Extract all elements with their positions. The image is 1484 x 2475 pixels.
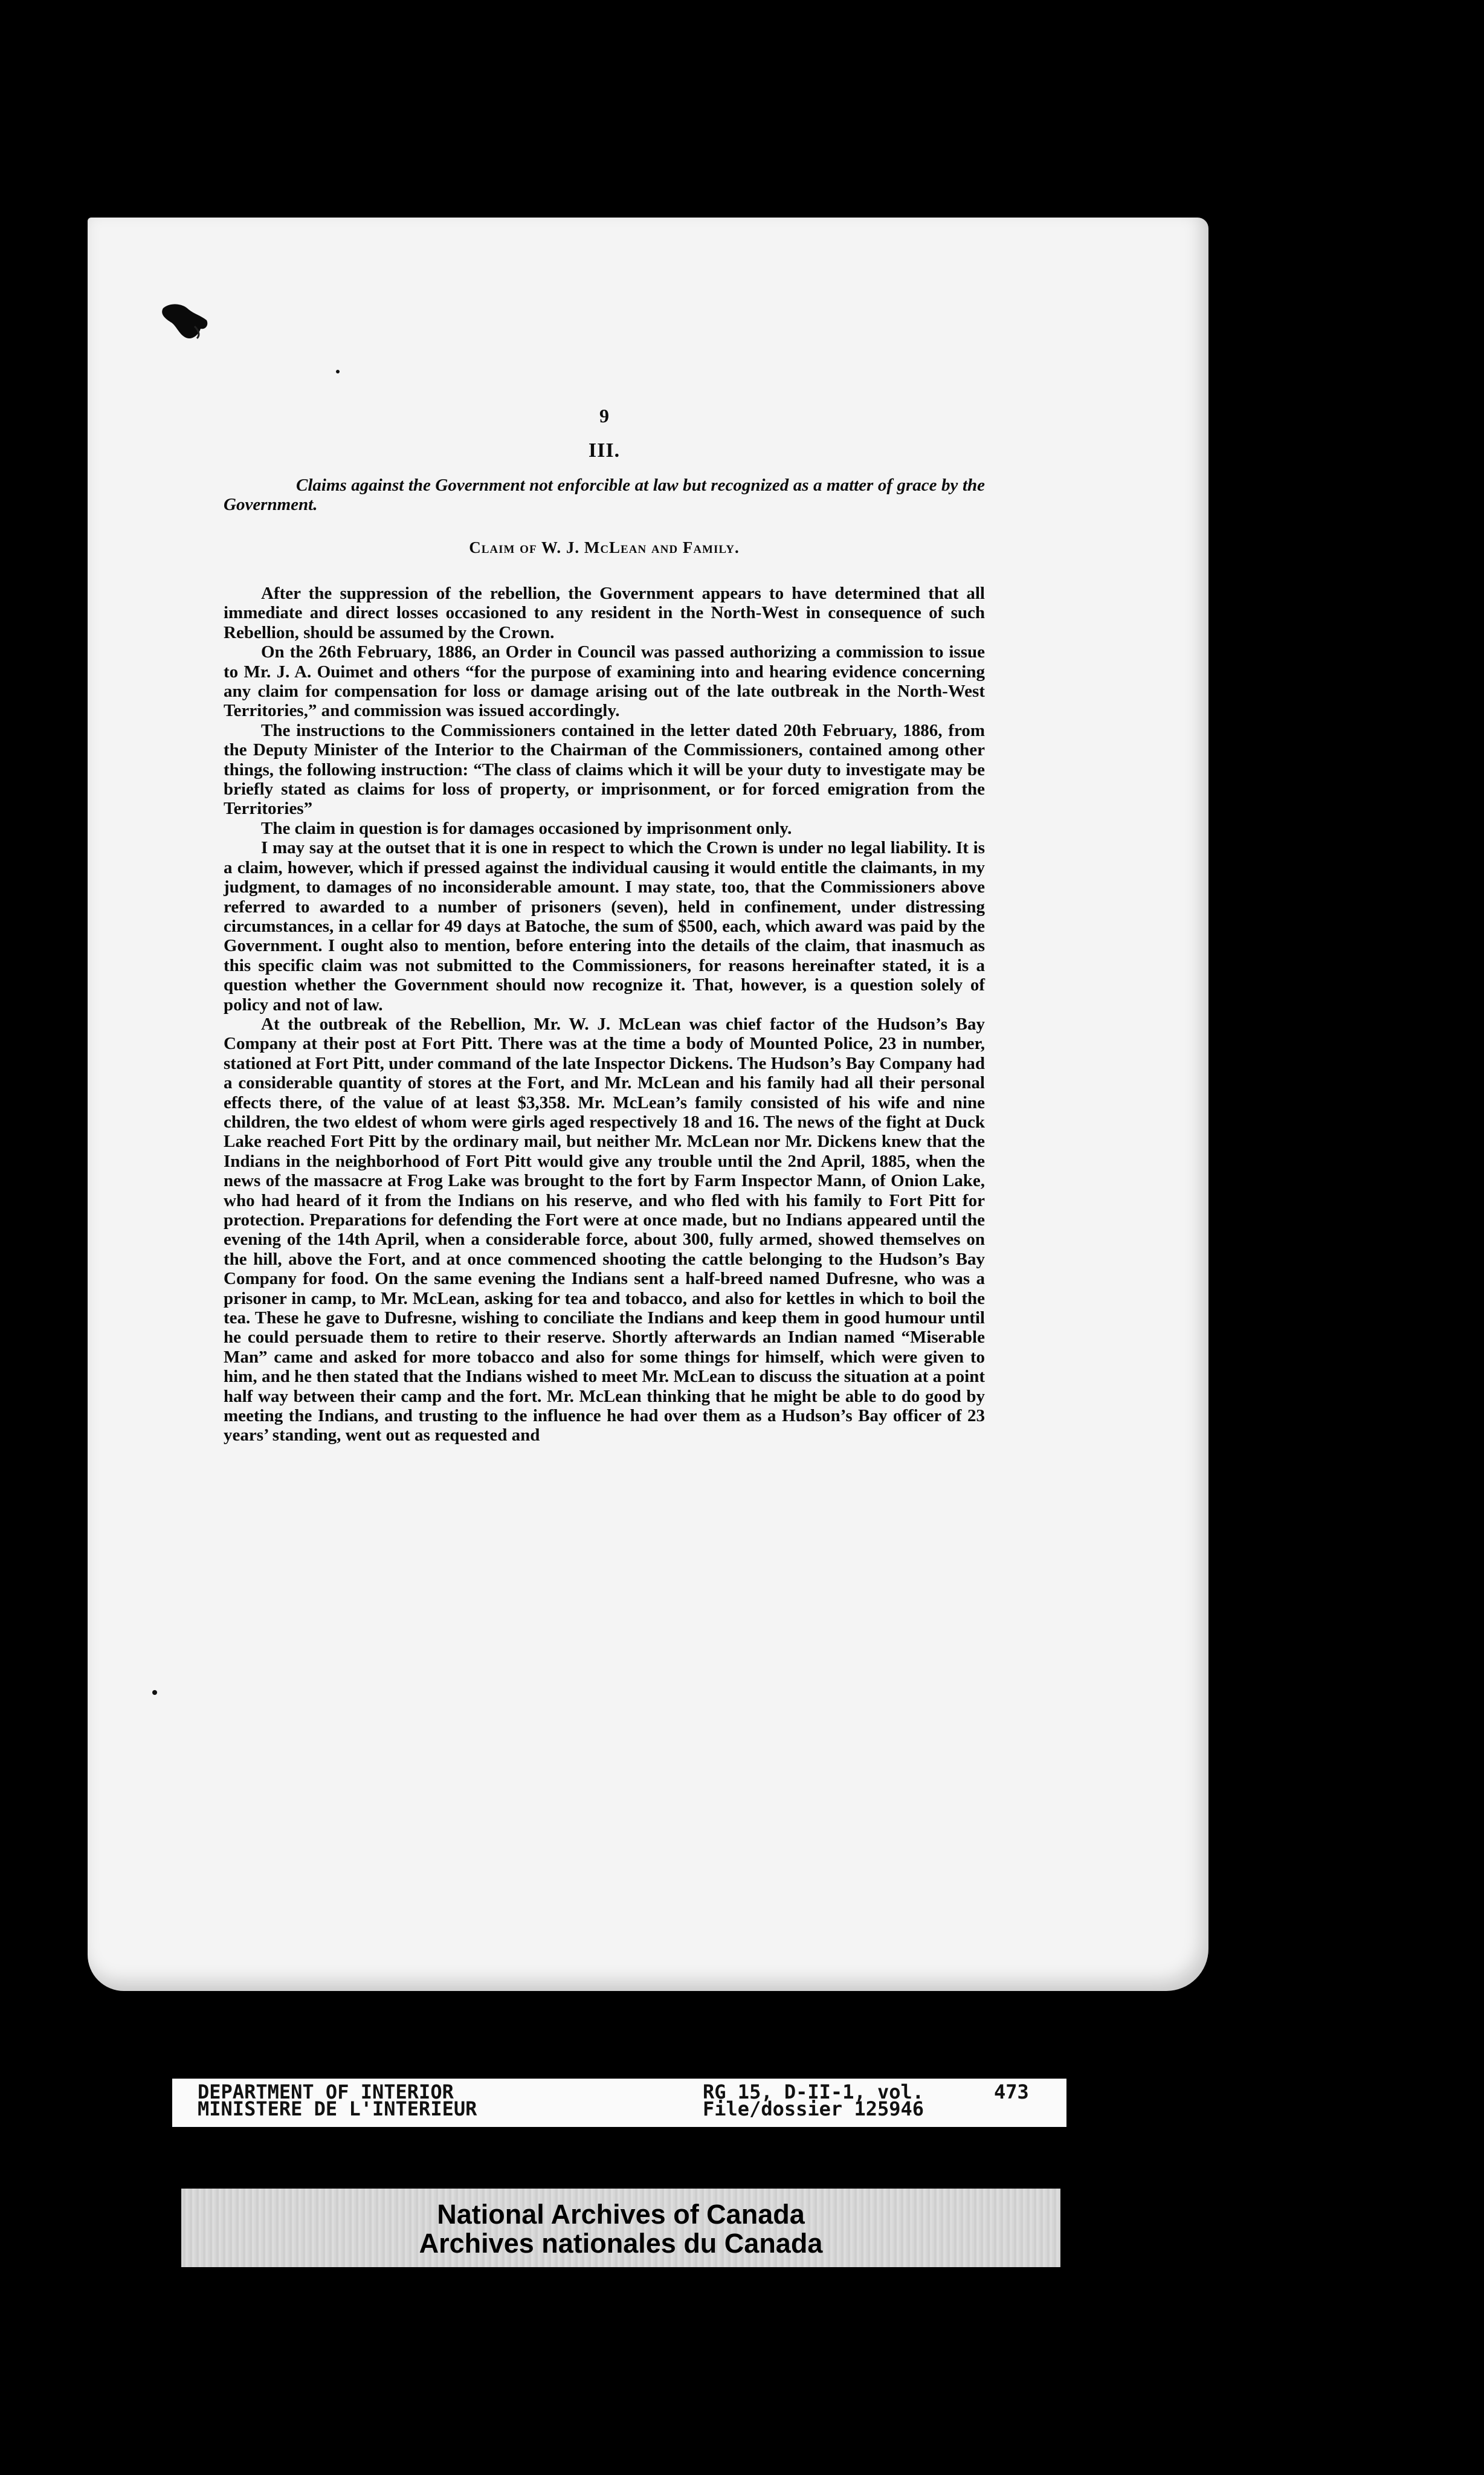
- section-number: III.: [588, 439, 621, 462]
- claim-heading: Claim of W. J. McLean and Family.: [469, 538, 740, 557]
- ink-blot-mark: [158, 302, 210, 344]
- volume-number: 473: [994, 2080, 1029, 2103]
- body-text: [224, 584, 985, 1445]
- archives-name-en: National Archives of Canada: [437, 2199, 805, 2230]
- department-en: DEPARTMENT OF INTERIOR: [198, 2080, 454, 2103]
- archives-stamp: [181, 2189, 1060, 2267]
- intro-line: Claims against the Government not enforcible at law but recognized as a: [296, 476, 822, 495]
- paragraph: At the outbreak of the Rebellion, Mr. W. J. McLean was chief factor of the Hudson’s Bay Company at their post at Fort Pitt. There was at the time a body of Mounted Police, 23 in number, stationed at Fort Pitt, under command of the late Inspector Dickens. The Hudson’s Bay Company had a considerable quantity of stores at the Fort, and Mr. McLean and his family had all their personal effects there, of the value of at least $3,358. Mr. McLean’s family consisted of his wife and nine children, the two eldest of whom were girls aged respectively 18 and 16. The news of the fight at Duck Lake reached Fort Pitt by the ordinary mail, but neither Mr. McLean nor Mr. Dickens knew that the Indians in the neighborhood of Fort Pitt would give any trouble until the 2nd April, 1885, when the news of the massacre at Frog Lake was brought to the fort by Farm Inspector Mann, of Onion Lake, who had heard of it from the Indians on his reserve, and who fled with his family to Fort Pitt for protection. Preparations for defending the Fort were at once made, but no Indians appeared until the evening of the 14th April, when a considerable force, about 300, fully armed, showed themselves on the hill, above the Fort, and at once commenced shooting the cattle belonging to the Hudson’s Bay Company for food. On the same evening the Indians sent a half-breed named Dufresne, who was a prisoner in camp, to Mr. McLean, asking for tea and tobacco, and also for kettles in which to boil the tea. These he gave to Dufresne, wishing to conciliate the Indians and keep them in good humour until he could persuade them to retire to their reserve. Shortly afterwards an Indian named “Miserable Man” came and asked for more tobacco and also for some things for himself, which were given to him, and he then stated that the Indians wished to meet Mr. McLean to discuss the situation at a point half way between their camp and the fort. Mr. McLean thinking that he might be able to do good by meeting the Indians, and trusting to the influence he had over them as a Hudson’s Bay officer of 23 years’ standing, went out as requested and: [224, 1014, 985, 1445]
- department-names: [198, 2080, 477, 2120]
- speck-mark: [152, 1690, 157, 1695]
- intro-line: matter of grace by the Government.: [224, 476, 985, 514]
- file-reference: [703, 2080, 924, 2120]
- paragraph: The instructions to the Commissioners contained in the letter dated 20th February, 1886, from the Deputy Minister of the Interior to the Chairman of the Commissioners, contained among other things, the following instruction: “The class of claims which it will be your duty to investigate may be briefly stated as claims for loss of property, or imprisonment, or for forced emigration from the Territories”: [224, 720, 985, 819]
- speck-mark: [336, 370, 340, 373]
- paragraph: I may say at the outset that it is one in respect to which the Crown is under no legal liability. It is a claim, however, which if pressed against the individual causing it would entitle the claimants, in my judgment, to damages of no inconsiderable amount. I may state, too, that the Commissioners above referred to awarded to a number of prisoners (seven), held in confinement, under distressing circumstances, in a cellar for 49 days at Batoche, the sum of $500, each, which award was paid by the Government. I ought also to mention, before entering into the details of the claim, that inasmuch as this specific claim was not submitted to the Commissioners, for reasons hereinafter stated, it is a question whether the Government should now recognize it. That, however, is a question solely of policy and not of law.: [224, 838, 985, 1015]
- paragraph: On the 26th February, 1886, an Order in Council was passed authorizing a commission to issue to Mr. J. A. Ouimet and others “for the purpose of examining into and hearing evidence concerning any claim for compensation for loss or damage arising out of the late outbreak in the North-West Territories,” and commission was issued accordingly.: [224, 642, 985, 721]
- archives-name-fr: Archives nationales du Canada: [419, 2228, 823, 2259]
- department-fr: MINISTERE DE L'INTERIEUR: [198, 2097, 477, 2120]
- section-intro: [224, 476, 985, 514]
- page-number: 9: [599, 405, 609, 427]
- document-content: [224, 405, 985, 1445]
- paragraph: After the suppression of the rebellion, the Government appears to have determined that all immediate and direct losses occasioned to any resident in the North-West in consequence of such Rebellion, should be assumed by the Crown.: [224, 584, 985, 642]
- record-group: RG 15, D-II-1, vol.: [703, 2080, 924, 2103]
- paragraph: The claim in question is for damages occasioned by imprisonment only.: [261, 818, 792, 838]
- file-number: File/dossier 125946: [703, 2097, 924, 2120]
- archive-reference-label: [172, 2079, 1066, 2127]
